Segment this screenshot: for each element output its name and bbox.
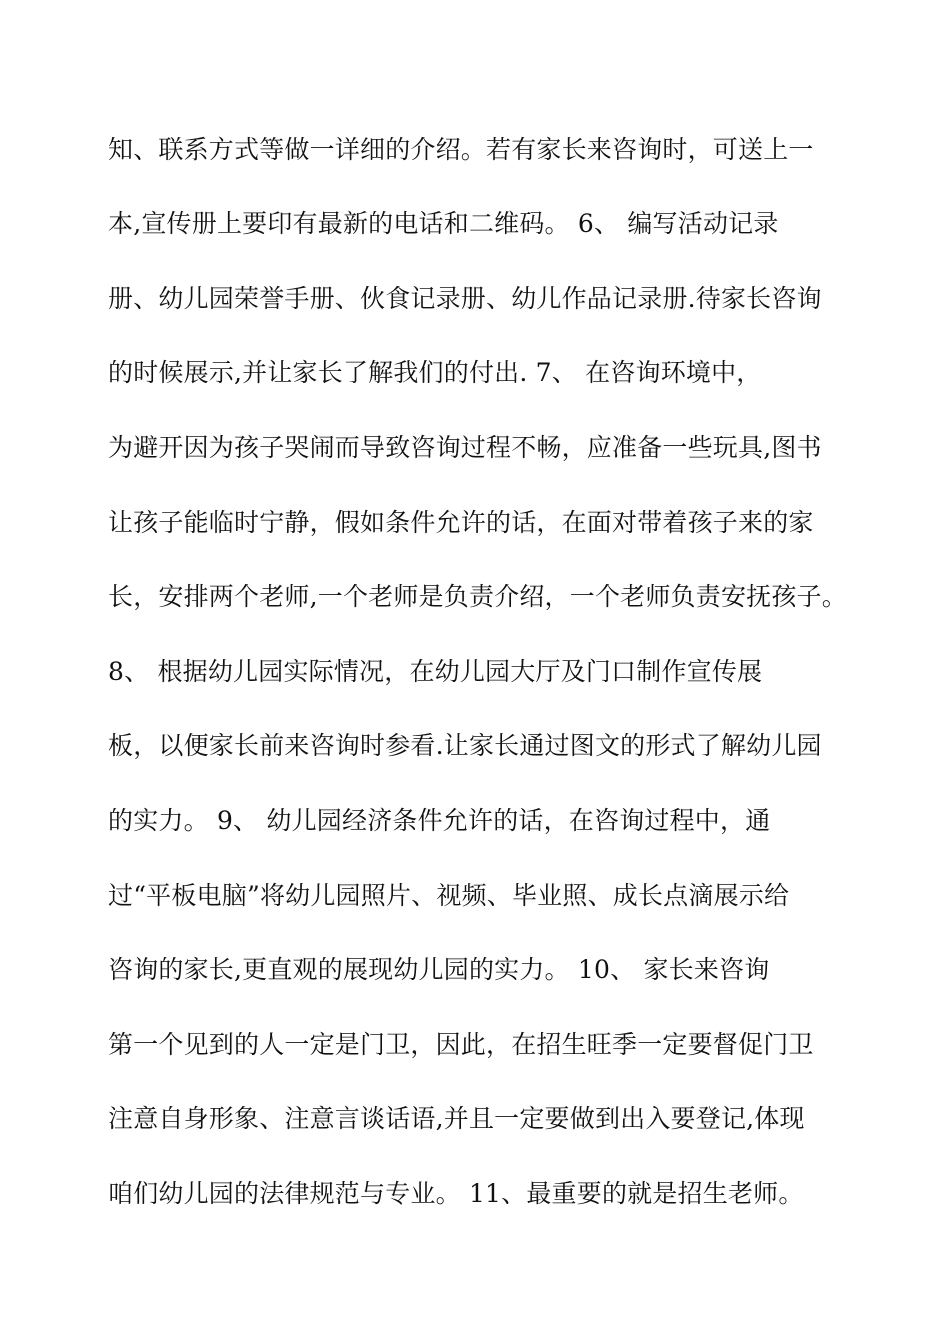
text-line: 本,宣传册上要印有最新的电话和二维码。 6、 编写活动记录 [108,209,779,238]
text-line: 咨询的家长,更直观的展现幼儿园的实力。 10、 家长来咨询 [108,955,770,984]
text-line: 过“平板电脑”将幼儿园照片、视频、毕业照、成长点滴展示给 [108,881,790,910]
text-line: 注意自身形象、注意言谈话语,并且一定要做到出入要登记,体现 [108,1104,805,1133]
text-line: 长，安排两个老师,一个老师是负责介绍，一个老师负责安抚孩子。 [108,582,847,611]
text-line: 知、联系方式等做一详细的介绍。若有家长来咨询时，可送上一 [108,135,814,164]
text-line: 为避开因为孩子哭闹而导致咨询过程不畅，应准备一些玩具,图书 [108,433,822,462]
text-line: 册、幼儿园荣誉手册、伙食记录册、幼儿作品记录册.待家长咨询 [108,284,822,313]
text-line: 板，以便家长前来咨询时参看.让家长通过图文的形式了解幼儿园 [108,731,822,760]
text-line: 的实力。 9、 幼儿园经济条件允许的话，在咨询过程中，通 [108,806,771,835]
text-line: 咱们幼儿园的法律规范与专业。 11、最重要的就是招生老师。 [108,1179,804,1208]
text-line: 8、 根据幼儿园实际情况，在幼儿园大厅及门口制作宣传展 [108,657,763,686]
text-line: 第一个见到的人一定是门卫，因此，在招生旺季一定要督促门卫 [108,1030,814,1059]
text-line: 的时候展示,并让家长了解我们的付出. 7、 在咨询环境中， [108,358,762,387]
text-line: 让孩子能临时宁静，假如条件允许的话，在面对带着孩子来的家 [108,508,814,537]
